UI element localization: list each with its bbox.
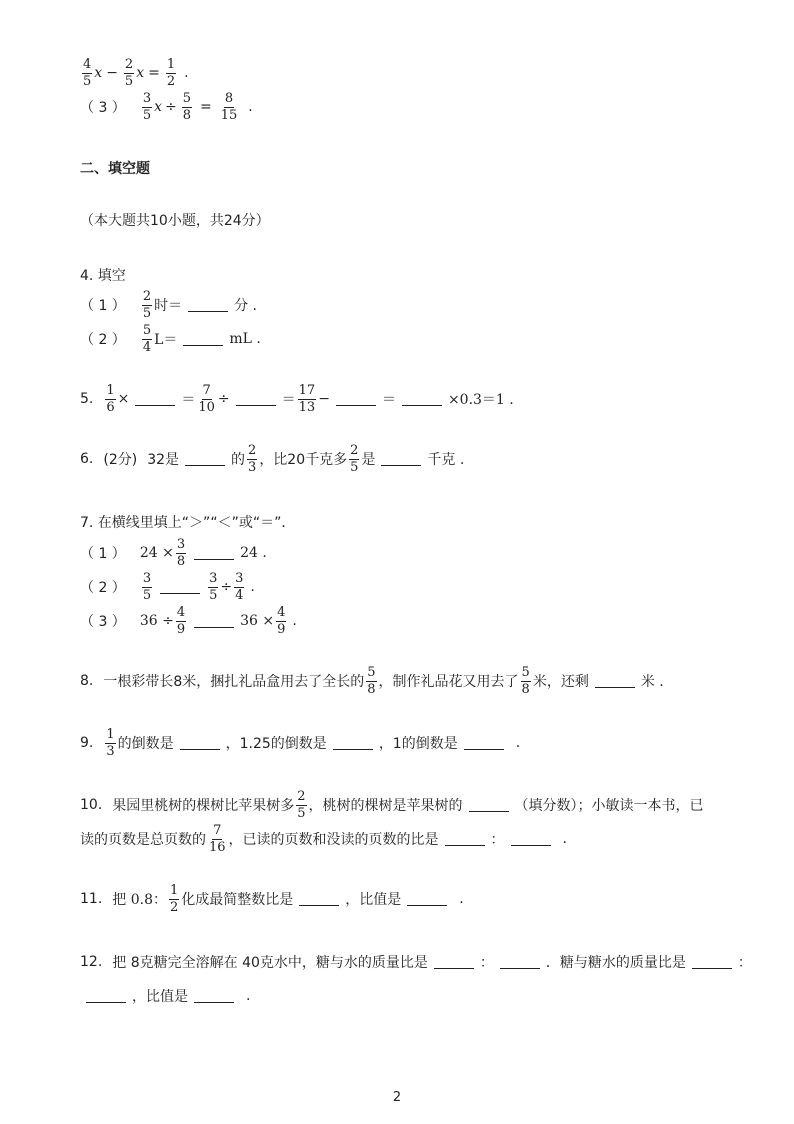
fraction: $\frac{3}{8}$	[176, 537, 186, 569]
answer-blank[interactable]	[464, 737, 504, 750]
question-4-part-1: （ 1 ） $\frac{2}{5}$ 时＝ 分 .	[80, 289, 257, 321]
answer-blank[interactable]	[402, 393, 442, 406]
section-subtitle: （本大题共10小题，共24分）	[80, 213, 270, 229]
answer-blank[interactable]	[183, 333, 223, 346]
fraction: $\frac{3}{5}$	[209, 571, 218, 603]
question-11: 11. 把 0.8： $\frac{1}{2}$ 化成最简整数比是 ，比值是 .	[80, 883, 464, 915]
fraction: $\frac{1}{2}$	[169, 883, 179, 915]
fraction: $\frac{2}{5}$	[350, 443, 359, 475]
answer-blank[interactable]	[194, 615, 234, 628]
question-4-part-2: （ 2 ） $\frac{5}{4}$ L＝ mL .	[80, 323, 261, 355]
answer-blank[interactable]	[692, 956, 732, 969]
question-9: 9. $\frac{1}{3}$ 的倒数是 ，1.25的倒数是 ，1的倒数是 .	[80, 727, 521, 759]
equation-3: （ 3 ） $\frac{3}{5}$ x ÷ $\frac{5}{8}$ = $\frac{8}{15}$ .	[80, 91, 253, 123]
answer-blank[interactable]	[511, 833, 551, 846]
question-7-part-2: （ 2 ） $\frac{3}{5}$ $\frac{3}{5}$ ÷ $\frac{3}{4}$ .	[80, 571, 255, 603]
answer-blank[interactable]	[333, 737, 373, 750]
question-12-line-1: 12. 把 8克糖完全溶解在 40克水中，糖与水的质量比是 ： ．糖与糖水的质量比是 ：	[80, 954, 752, 971]
fraction: $\frac{1}{6}$	[106, 383, 115, 415]
answer-blank[interactable]	[381, 453, 421, 466]
fraction: $\frac{2}{5}$	[124, 57, 134, 89]
answer-blank[interactable]	[469, 799, 509, 812]
fraction: $\frac{5}{8}$	[182, 91, 192, 123]
question-6: 6. (2分) 32是 的 $\frac{2}{3}$ ，比20千克多 $\frac{2}{5}$ 是 千克 .	[80, 443, 465, 475]
question-7-title: 7. 在横线里填上“＞”“＜”或“＝”．	[80, 515, 296, 531]
question-7-part-1: （ 1 ） 24 × $\frac{3}{8}$ 24 .	[80, 537, 267, 569]
answer-blank[interactable]	[180, 737, 220, 750]
question-10-line-2: 读的页数是总页数的 $\frac{7}{16}$ ，已读的页数和没读的页数的比是 ： .	[80, 823, 567, 855]
fraction: $\frac{4}{9}$	[176, 605, 186, 637]
fraction: $\frac{7}{10}$	[198, 383, 215, 415]
answer-blank[interactable]	[407, 893, 447, 906]
fraction: $\frac{2}{5}$	[297, 789, 306, 821]
fraction: $\frac{3}{5}$	[142, 571, 152, 603]
page-number: 2	[392, 1090, 402, 1105]
fraction: $\frac{7}{16}$	[209, 823, 226, 855]
answer-blank[interactable]	[86, 990, 126, 1003]
fraction: $\frac{5}{8}$	[521, 665, 530, 697]
answer-blank[interactable]	[185, 453, 225, 466]
fraction: $\frac{4}{5}$	[83, 57, 92, 89]
question-4-title: 4. 填空	[80, 268, 126, 284]
question-8: 8. 一根彩带长8米，捆扎礼品盒用去了全长的 $\frac{5}{8}$ ，制作礼品花又用去了 $\frac{5}{8}$ 米，还剩 米 .	[80, 665, 664, 697]
fraction: $\frac{5}{4}$	[142, 323, 152, 355]
question-10-line-1: 10. 果园里桃树的棵树比苹果树多 $\frac{2}{5}$ ，桃树的棵树是苹果树的 （填分数）；小敏读一本书，已	[80, 789, 704, 821]
fraction: $\frac{8}{15}$	[220, 91, 238, 123]
answer-blank[interactable]	[194, 990, 234, 1003]
fraction: $\frac{3}{5}$	[142, 91, 152, 123]
equation-prev: $\frac{4}{5}$ x − $\frac{2}{5}$ x = $\frac{1}{2}$ .	[83, 57, 189, 89]
fraction: $\frac{17}{13}$	[298, 383, 316, 415]
answer-blank[interactable]	[336, 393, 376, 406]
fraction: $\frac{2}{5}$	[142, 289, 152, 321]
answer-blank[interactable]	[445, 833, 485, 846]
fraction: $\frac{1}{3}$	[106, 727, 115, 759]
fraction: $\frac{5}{8}$	[367, 665, 376, 697]
answer-blank[interactable]	[160, 581, 200, 594]
fraction: $\frac{3}{4}$	[235, 571, 244, 603]
fraction: $\frac{1}{2}$	[166, 57, 176, 89]
answer-blank[interactable]	[434, 956, 474, 969]
question-5: 5. $\frac{1}{6}$ × ＝ $\frac{7}{10}$ ÷ ＝ $\frac{17}{13}$ − ＝ ×0.3＝1 .	[80, 383, 514, 415]
answer-blank[interactable]	[595, 675, 635, 688]
answer-blank[interactable]	[188, 299, 228, 312]
question-7-part-3: （ 3 ） 36 ÷ $\frac{4}{9}$ 36 × $\frac{4}{9}$ .	[80, 605, 297, 637]
answer-blank[interactable]	[236, 393, 276, 406]
answer-blank[interactable]	[500, 956, 540, 969]
answer-blank[interactable]	[299, 893, 339, 906]
question-12-line-2: ，比值是 .	[80, 986, 250, 1006]
fraction: $\frac{4}{9}$	[277, 605, 286, 637]
fraction: $\frac{2}{3}$	[248, 443, 257, 475]
section-title: 二、填空题	[80, 161, 150, 177]
answer-blank[interactable]	[194, 547, 234, 560]
answer-blank[interactable]	[135, 393, 175, 406]
